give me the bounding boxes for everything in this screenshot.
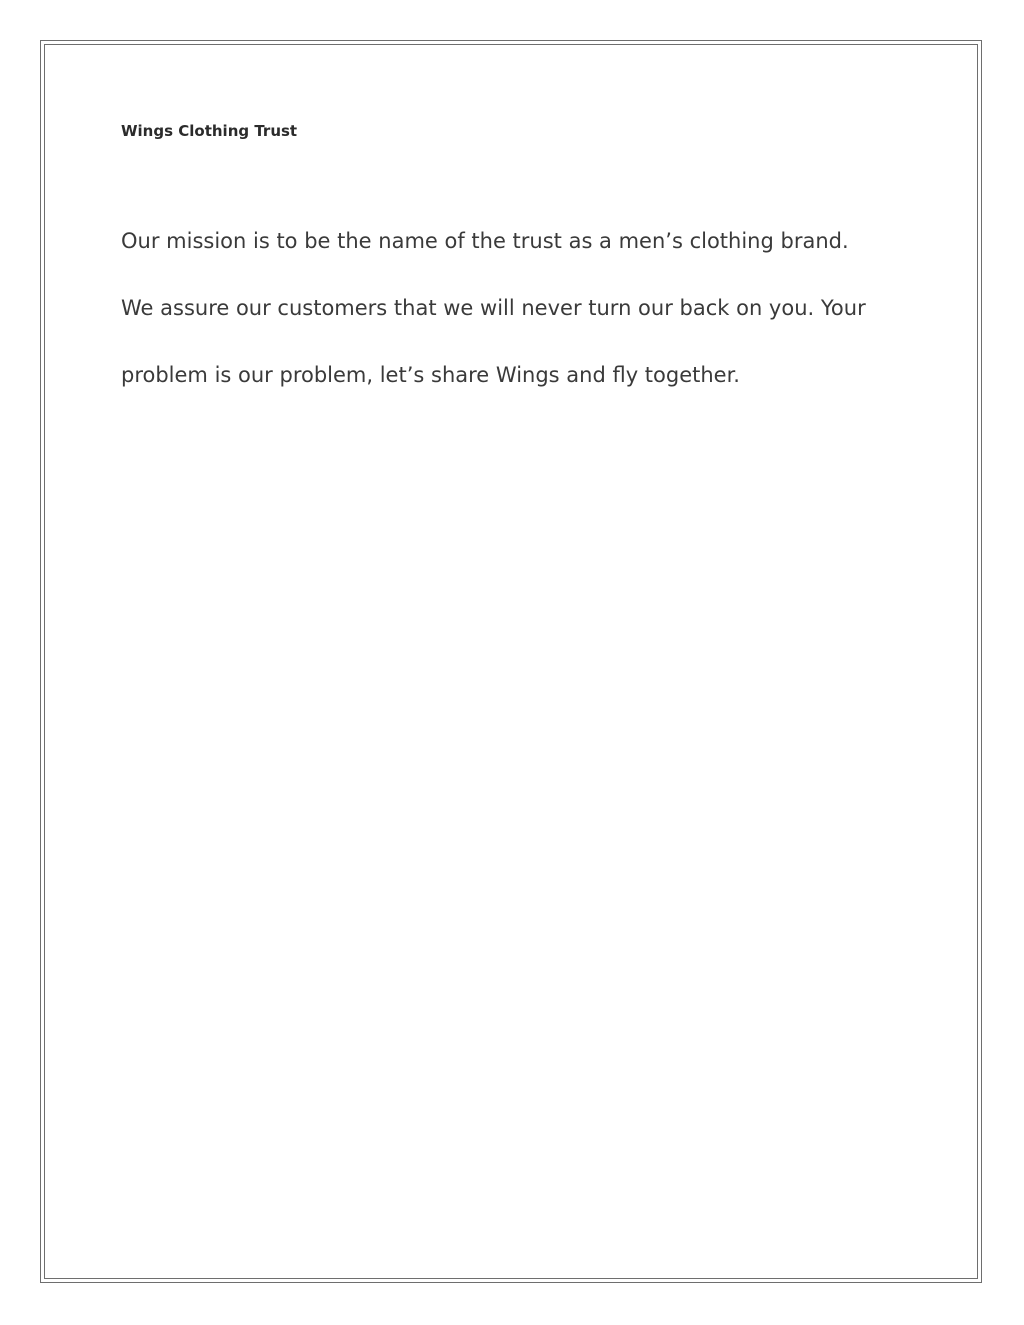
document-body [121, 208, 921, 409]
body-line-2: We assure our customers that we will never turn our back on you. Your [121, 296, 866, 320]
document-title: Wings Clothing Trust [121, 122, 298, 140]
body-line-1: Our mission is to be the name of the trust as a men’s clothing brand. [121, 229, 849, 253]
body-line-3: problem is our problem, let’s share Wings and fly together. [121, 363, 740, 387]
